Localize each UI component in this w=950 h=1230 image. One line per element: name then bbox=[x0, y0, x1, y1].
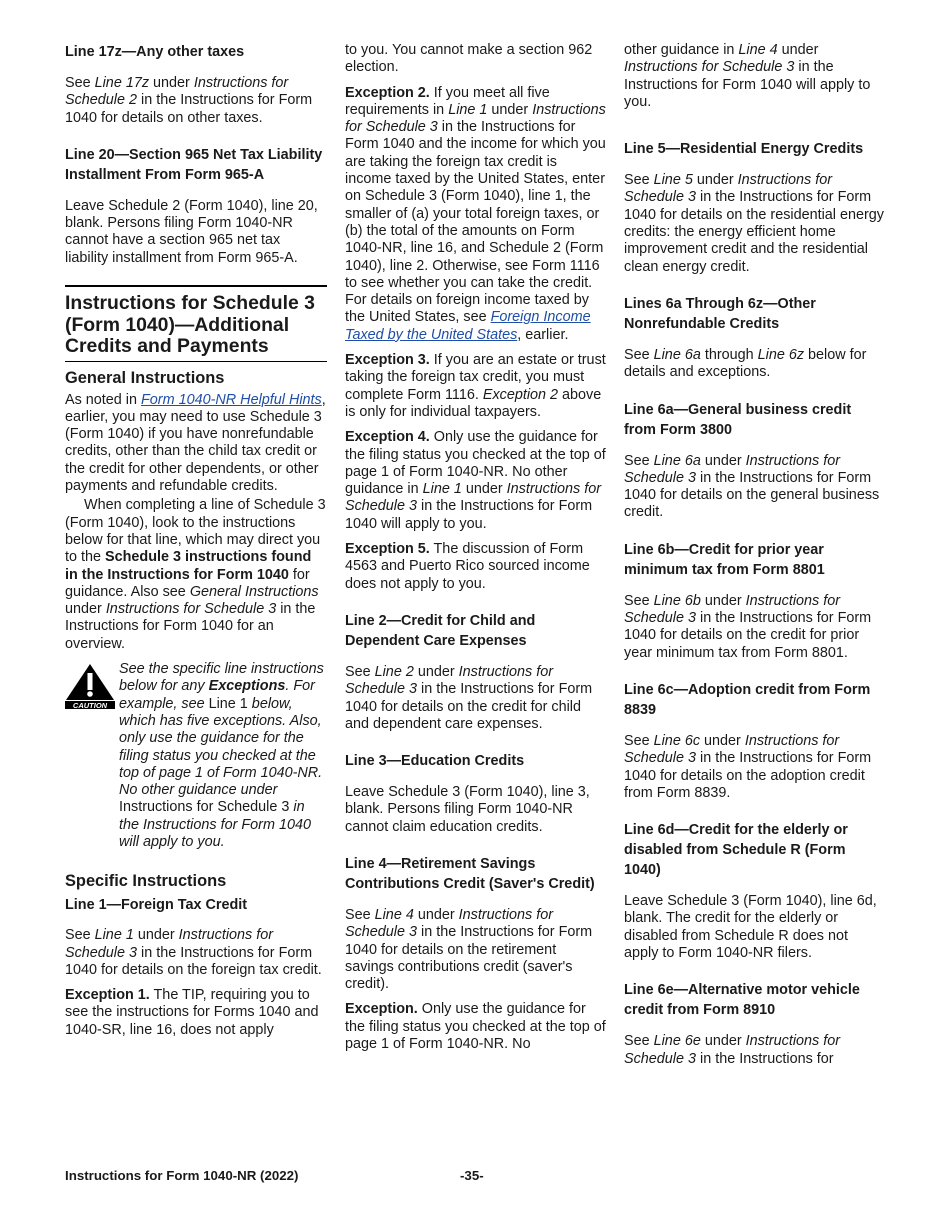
heading-line-5: Line 5—Residential Energy Credits bbox=[624, 141, 864, 158]
exception-4-text: Exception 4. Only use the guidance for the filing status you checked at the top of page 1 of Form 1040-NR. No other guidance in Line 1 under Instructions for Schedule 3 in the Instructions for Form 1040 will apply to you. bbox=[345, 429, 606, 532]
caution-icon bbox=[65, 663, 115, 709]
exception-continued: other guidance in Line 4 under Instructions for Schedule 3 in the Instructions for Form 1040 will apply to you. bbox=[624, 42, 871, 110]
column-2 bbox=[345, 42, 607, 1061]
heading-line-6b: Line 6b—Credit for prior year minimum tax from Form 8801 bbox=[624, 541, 825, 578]
line-2-text: See Line 2 under Instructions for Schedule 3 in the Instructions for Form 1040 for details on the credit for child and dependent care expenses. bbox=[345, 663, 593, 732]
lines-6-text: See Line 6a through Line 6z below for details and exceptions. bbox=[624, 346, 867, 381]
line-6c-text: See Line 6c under Instructions for Schedule 3 in the Instructions for Form 1040 for details on the adoption credit from Form 8839. bbox=[624, 732, 872, 801]
heading-line-6d: Line 6d—Credit for the elderly or disabled from Schedule R (Form 1040) bbox=[624, 822, 848, 879]
link-foreign-income[interactable]: Foreign Income Taxed by the United States bbox=[345, 309, 591, 343]
line-6a-text: See Line 6a under Instructions for Schedule 3 in the Instructions for Form 1040 for details on the general business credit. bbox=[624, 452, 880, 521]
line-20-text: Leave Schedule 2 (Form 1040), line 20, blank. Persons filing Form 1040-NR cannot have a section 965 net tax liability installment from Form 965-A. bbox=[65, 197, 318, 266]
general-text-1: As noted in Form 1040-NR Helpful Hints, earlier, you may need to use Schedule 3 (Form 1040) if you have nonrefundable credits, other than the child tax credit or the credit for other dependents, or other payments and refundable credits. bbox=[65, 391, 326, 495]
line-5-text: See Line 5 under Instructions for Schedule 3 in the Instructions for Form 1040 for details on the residential energy credits: the energy efficient home improvement credit and the residential clean energy credit. bbox=[624, 172, 885, 275]
exception-2-text: Exception 2. If you meet all five requirements in Line 1 under Instructions for Schedule 3 in the Instructions for Form 1040 and the income for which you are taking the foreign tax credit is income taxed by the United States, enter on Schedule 3 (Form 1040), line 1, the smaller of (a) your total foreign taxes, or (b) the total of the amounts on Form 1040-NR, line 16, and Schedule 2 (Form 1040), line 2. Otherwise, see Form 1116 to see whether you can take the credit. For details on foreign income taxed by the United States, see Foreign Income Taxed by the United States, earlier. bbox=[345, 84, 606, 343]
heading-line-4: Line 4—Retirement Savings Contributions Credit (Saver's Credit) bbox=[345, 855, 595, 892]
heading-line-20: Line 20—Section 965 Net Tax Liability Installment From Form 965-A bbox=[65, 146, 323, 183]
exception-1-text: Exception 1. The TIP, requiring you to see the instructions for Forms 1040 and 1040-SR, line 16, does not apply bbox=[65, 987, 319, 1038]
column-1 bbox=[65, 42, 327, 1047]
caution-label: CAUTION bbox=[72, 701, 108, 710]
exception-3-text: Exception 3. If you are an estate or trust taking the foreign tax credit, you must complete Form 1116. Exception 2 above is only for individual taxpayers. bbox=[345, 352, 606, 420]
caution-box bbox=[65, 661, 327, 851]
heading-line-6e: Line 6e—Alternative motor vehicle credit from Form 8910 bbox=[624, 982, 860, 1019]
exception-text: Exception. Only use the guidance for the filing status you checked at the top of page 1 of Form 1040-NR. No bbox=[345, 1001, 606, 1053]
line-1-text: See Line 1 under Instructions for Schedule 3 in the Instructions for Form 1040 for details on the foreign tax credit. bbox=[65, 927, 322, 978]
line-6b-text: See Line 6b under Instructions for Schedule 3 in the Instructions for Form 1040 for details on the credit for prior year minimum tax from Form 8801. bbox=[624, 592, 872, 661]
footer-title: Instructions for Form 1040-NR (2022) bbox=[65, 1168, 299, 1183]
line-3-text: Leave Schedule 3 (Form 1040), line 3, blank. Persons filing Form 1040-NR cannot claim education credits. bbox=[345, 784, 590, 835]
heading-line-2: Line 2—Credit for Child and Dependent Care Expenses bbox=[345, 612, 536, 649]
column-3 bbox=[624, 42, 886, 1076]
exception-1-continued: to you. You cannot make a section 962 election. bbox=[345, 42, 593, 76]
heading-schedule-3: Instructions for Schedule 3 (Form 1040)—Additional Credits and Payments bbox=[65, 285, 327, 362]
exception-5-text: Exception 5. The discussion of Form 4563 and Puerto Rico sourced income does not apply to you. bbox=[345, 541, 590, 592]
heading-line-17z: Line 17z—Any other taxes bbox=[65, 44, 245, 60]
heading-lines-6a-6z: Lines 6a Through 6z—Other Nonrefundable Credits bbox=[624, 295, 816, 332]
heading-line-1: Line 1—Foreign Tax Credit bbox=[65, 897, 248, 914]
line-6d-text: Leave Schedule 3 (Form 1040), line 6d, blank. The credit for the elderly or disabled from Schedule R does not apply to Form 1040-NR filers. bbox=[624, 893, 877, 962]
heading-specific-instructions: Specific Instructions bbox=[65, 872, 227, 891]
heading-general-instructions: General Instructions bbox=[65, 368, 225, 387]
heading-line-6c: Line 6c—Adoption credit from Form 8839 bbox=[624, 681, 871, 718]
caution-text: See the specific line instructions below for any Exceptions. For example, see Line 1 below, which has five exceptions. Also, only use the guidance for the filing status you checked at the top of page 1 of Form 1040-NR. No other guidance under Instructions for Schedule 3 in the Instructions for Form 1040 will apply to you. bbox=[119, 661, 324, 850]
heading-line-3: Line 3—Education Credits bbox=[345, 753, 525, 770]
line-4-text: See Line 4 under Instructions for Schedule 3 in the Instructions for Form 1040 for details on the retirement savings contributions credit (saver's credit). bbox=[345, 906, 593, 993]
link-helpful-hints[interactable]: Form 1040-NR Helpful Hints bbox=[141, 391, 322, 408]
general-text-2: When completing a line of Schedule 3 (Form 1040), look to the instructions below for that line, which may direct you to the Schedule 3 instructions found in the Instructions for Form 1040 for guidance. Also see General Instructions under Instructions for Schedule 3 in the Instructions for Form 1040 for an overview. bbox=[65, 497, 326, 652]
heading-line-6a: Line 6a—General business credit from Form 3800 bbox=[624, 401, 852, 438]
line-17z-text: See Line 17z under Instructions for Schedule 2 in the Instructions for Form 1040 for details on other taxes. bbox=[65, 75, 313, 126]
page-number: -35- bbox=[460, 1168, 484, 1183]
line-6e-text: See Line 6e under Instructions for Schedule 3 in the Instructions for bbox=[624, 1033, 841, 1067]
